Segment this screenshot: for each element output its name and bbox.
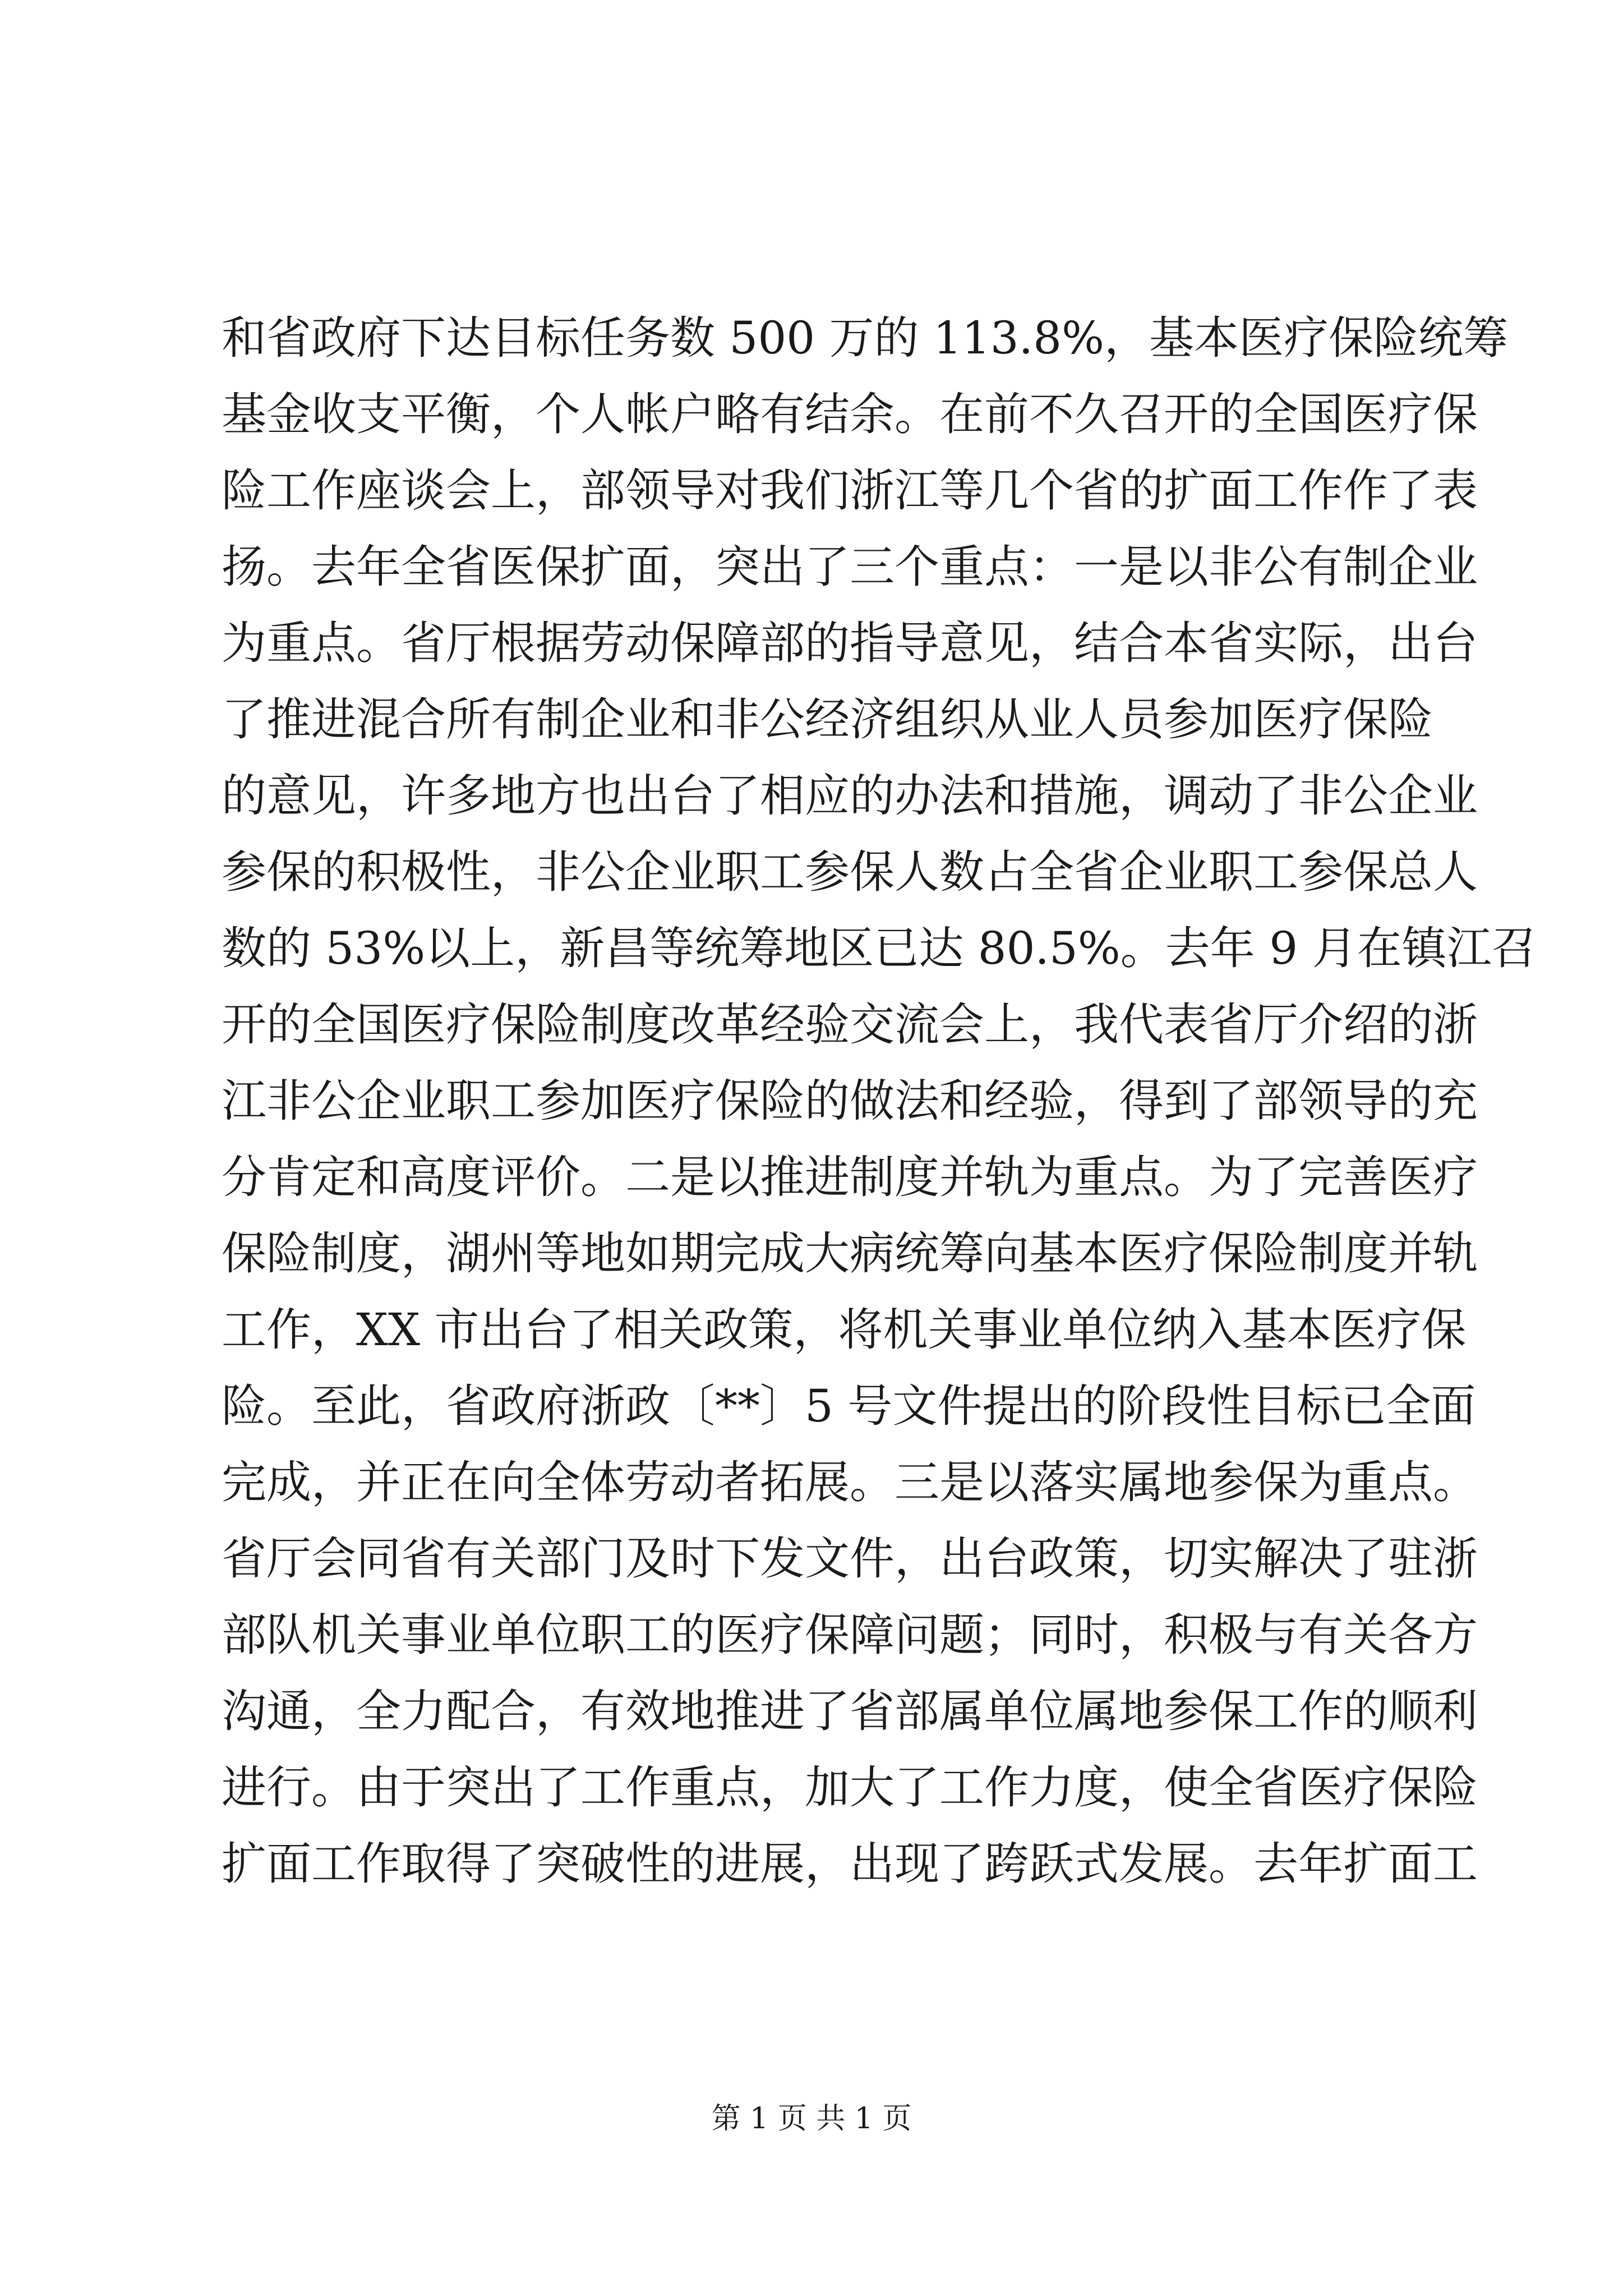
- text-line-12: 分肯定和高度评价。二是以推进制度并轨为重点。为了完善医疗: [222, 1151, 1478, 1203]
- text-line-8: 参保的积极性，非公企业职工参保人数占全省企业职工参保总人: [222, 846, 1478, 898]
- text-line-2: 基金收支平衡，个人帐户略有结余。在前不久召开的全国医疗保: [222, 388, 1478, 440]
- body-text: [222, 300, 1537, 1902]
- text-line-4: 扬。去年全省医保扩面，突出了三个重点：一是以非公有制企业: [222, 541, 1478, 593]
- text-line-18: 部队机关事业单位职工的医疗保障问题；同时，积极与有关各方: [222, 1609, 1478, 1661]
- text-line-20: 进行。由于突出了工作重点，加大了工作力度，使全省医疗保险: [222, 1761, 1478, 1814]
- text-line-19: 沟通，全力配合，有效地推进了省部属单位属地参保工作的顺利: [222, 1685, 1478, 1737]
- text-line-3: 险工作座谈会上，部领导对我们浙江等几个省的扩面工作作了表: [222, 464, 1478, 517]
- page-footer: 第 1 页 共 1 页: [711, 2102, 912, 2136]
- text-line-21: 扩面工作取得了突破性的进展，出现了跨跃式发展。去年扩面工: [222, 1838, 1478, 1890]
- text-line-5: 为重点。省厅根据劳动保障部的指导意见，结合本省实际，出台: [222, 617, 1478, 669]
- text-line-15: 险。至此，省政府浙政〔**〕5 号文件提出的阶段性目标已全面: [222, 1380, 1476, 1432]
- text-line-7: 的意见，许多地方也出台了相应的办法和措施，调动了非公企业: [222, 770, 1478, 822]
- text-line-16: 完成，并正在向全体劳动者拓展。三是以落实属地参保为重点。: [222, 1456, 1478, 1508]
- text-line-14: 工作，XX 市出台了相关政策，将机关事业单位纳入基本医疗保: [222, 1304, 1467, 1356]
- text-line-1: 和省政府下达目标任务数 500 万的 113.8%，基本医疗保险统筹: [222, 312, 1509, 364]
- text-line-17: 省厅会同省有关部门及时下发文件，出台政策，切实解决了驻浙: [222, 1533, 1478, 1585]
- text-line-13: 保险制度，湖州等地如期完成大病统筹向基本医疗保险制度并轨: [222, 1227, 1478, 1280]
- text-line-9: 数的 53%以上，新昌等统筹地区已达 80.5%。去年 9 月在镇江召: [222, 922, 1537, 974]
- text-line-10: 开的全国医疗保险制度改革经验交流会上，我代表省厅介绍的浙: [222, 999, 1478, 1051]
- text-line-6: 了推进混合所有制企业和非公经济组织从业人员参加医疗保险: [222, 693, 1433, 746]
- text-line-11: 江非公企业职工参加医疗保险的做法和经验，得到了部领导的充: [222, 1075, 1478, 1127]
